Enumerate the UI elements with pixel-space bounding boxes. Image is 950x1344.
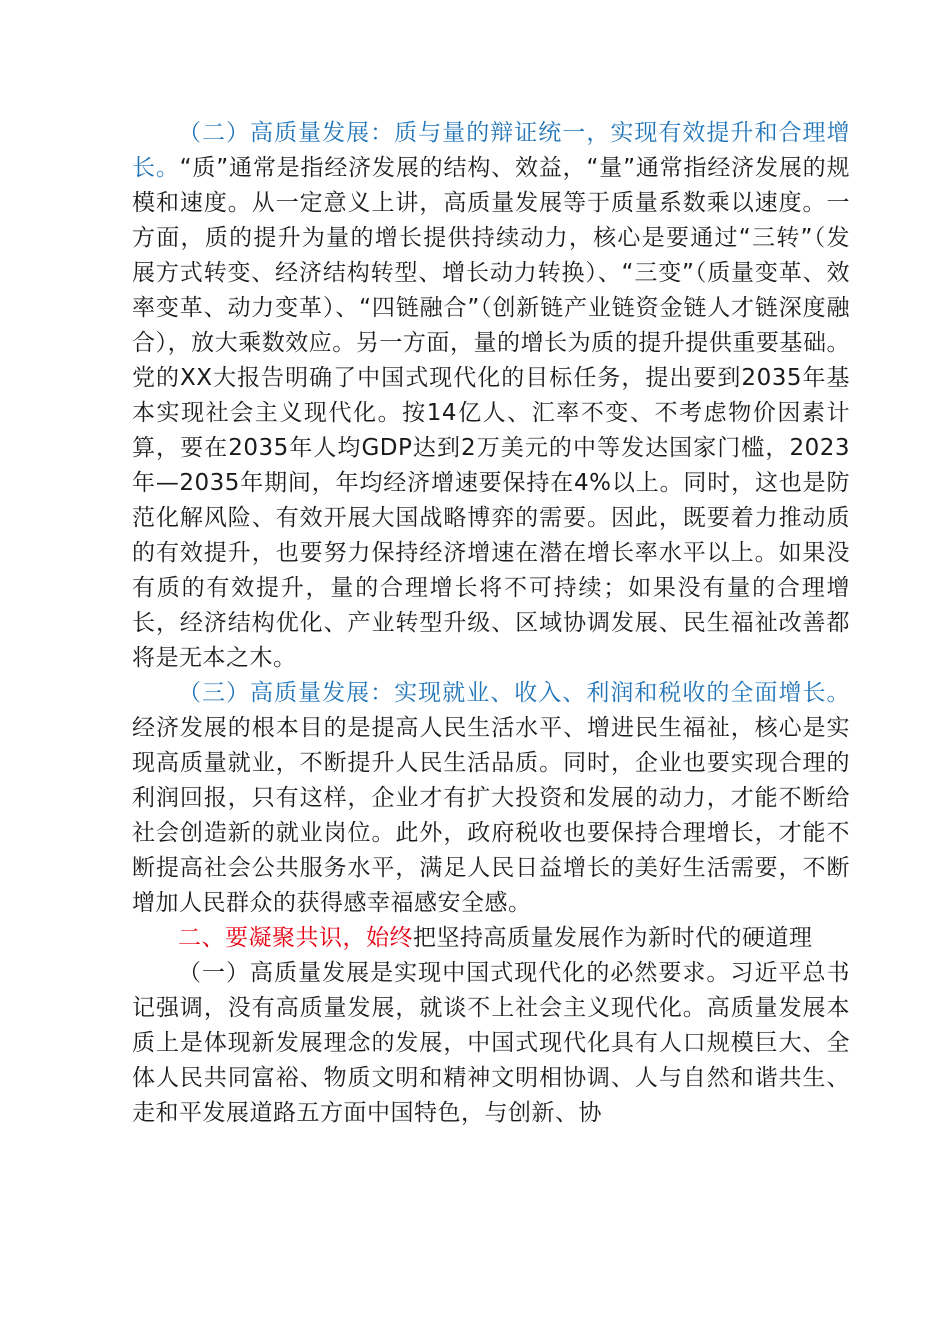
chapter-heading-black-part: 把坚持高质量发展作为新时代的硬道理 [413,925,813,951]
section-heading-3: （三）高质量发展：实现就业、收入、利润和税收的全面增长。 [178,680,850,706]
paragraph-text: 经济发展的根本目的是提高人民生活水平、增进民生福祉，核心是实现高质量就业，不断提升人民生活品质。同时，企业也要实现合理的利润回报，只有这样，企业才有扩大投资和发展的动力，才能不断给社会创造新的就业岗位。此外，政府税收也要保持合理增长，才能不断提高社会公共服务水平，满足人民日益增长的美好生活需要，不断增加人民群众的获得感幸福感安全感。 [132,715,850,916]
paragraph-comprehensive-growth [132,676,850,921]
paragraph-modernization-requirement [132,956,850,1131]
paragraph-text: （一）高质量发展是实现中国式现代化的必然要求。习近平总书记强调，没有高质量发展，就谈不上社会主义现代化。高质量发展本质上是体现新发展理念的发展，中国式现代化具有人口规模巨大、全体人民共同富裕、物质文明和精神文明相协调、人与自然和谐共生、走和平发展道路五方面中国特色，与创新、协 [132,960,850,1126]
paragraph-text: “质”通常是指经济发展的结构、效益，“量”通常指经济发展的规模和速度。从一定意义上讲，高质量发展等于质量系数乘以速度。一方面，质的提升为量的增长提供持续动力，核心是要通过“三转”（发展方式转变、经济结构转型、增长动力转换）、“三变”（质量变革、效率变革、动力变革）、“四链融合”（创新链产业链资金链人才链深度融合），放大乘数效应。另一方面，量的增长为质的提升提供重要基础。党的XX大报告明确了中国式现代化的目标任务，提出要到2035年基本实现社会主义现代化。按14亿人、汇率不变、不考虑物价因素计算，要在2035年人均GDP达到2万美元的中等发达国家门槛，2023年—2035年期间，年均经济增速要保持在4%以上。同时，这也是防范化解风险、有效开展大国战略博弈的需要。因此，既要着力推动质的有效提升，也要努力保持经济增速在潜在增长率水平以上。如果没有质的有效提升，量的合理增长将不可持续；如果没有量的合理增长，经济结构优化、产业转型升级、区域协调发展、民生福祉改善都将是无本之木。 [132,155,850,671]
section-heading-2: （二）高质量发展：质与量的辩证统一，实现有效提升和合理增长。 [132,120,850,181]
chapter-heading-2 [132,921,850,956]
paragraph-quality-quantity [132,116,850,676]
document-body [132,116,850,1131]
chapter-heading-red-part: 二、要凝聚共识，始终 [178,925,413,951]
